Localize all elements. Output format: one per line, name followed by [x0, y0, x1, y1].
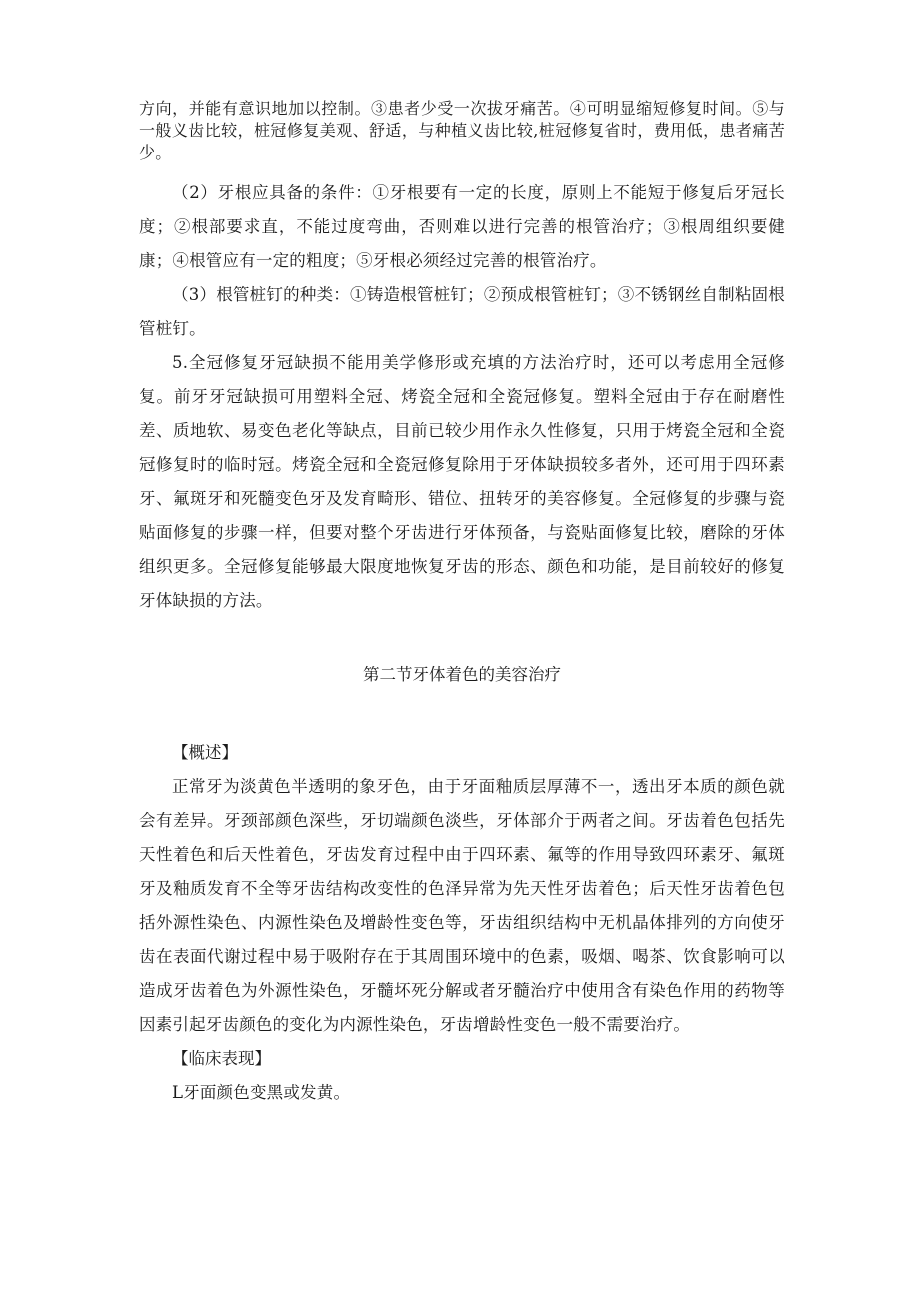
clinical-label: 【临床表现】 [172, 1049, 271, 1068]
paragraph-overview: 正常牙为淡黄色半透明的象牙色，由于牙面釉质层厚薄不一，透出牙本质的颜色就会有差异。牙颈部颜色深些，牙切端颜色淡些，牙体部介于两者之间。牙齿着色包括先天性着色和后天性着色，牙齿发育过程中由于四环素、氟等的作用导致四环素牙、氟斑牙及釉质发育不全等牙齿结构改变性的色泽异常为先天性牙齿着色；后天性牙齿着色包括外源性染色、内源性染色及增龄性变色等，牙齿组织结构中无机晶体排列的方向使牙齿在表面代谢过程中易于吸附存在于其周围环境中的色素，吸烟、喝茶、饮食影响可以造成牙齿着色为外源性染色，牙髓坏死分解或者牙髓治疗中使用含有染色作用的药物等因素引起牙齿颜色的变化为内源性染色，牙齿增龄性变色一般不需要治疗。 [139, 777, 785, 1034]
paragraph-root-conditions: （2）牙根应具备的条件：①牙根要有一定的长度，原则上不能短于修复后牙冠长度；②根部要求直，不能过度弯曲，否则难以进行完善的根管治疗；③根周组织要健康；④根管应有一定的粗度；⑤牙根必须经过完善的根管治疗。 [139, 183, 785, 270]
paragraph-intro-continuation: 方向，并能有意识地加以控制。③患者少受一次拔牙痛苦。④可明显缩短修复时间。⑤与一般义齿比较，桩冠修复美观、舒适，与种植义齿比较,桩冠修复省时，费用低，患者痛苦少。 [139, 99, 785, 162]
paragraph-post-types: （3）根管桩钉的种类：①铸造根管桩钉；②预成根管桩钉；③不锈钢丝自制粘固根管桩钉。 [139, 285, 785, 338]
section-title: 第二节牙体着色的美容治疗 [363, 665, 561, 684]
document-page [139, 98, 785, 1110]
clinical-item-1: L牙面颜色变黑或发黄。 [172, 1083, 351, 1102]
overview-label: 【概述】 [172, 743, 238, 762]
paragraph-full-crown: 5.全冠修复牙冠缺损不能用美学修形或充填的方法治疗时，还可以考虑用全冠修复。前牙牙冠缺损可用塑料全冠、烤瓷全冠和全瓷冠修复。塑料全冠由于存在耐磨性差、质地软、易变色老化等缺点，目前已较少用作永久性修复，只用于烤瓷全冠和全瓷冠修复时的临时冠。烤瓷全冠和全瓷冠修复除用于牙体缺损较多者外，还可用于四环素牙、氟斑牙和死髓变色牙及发育畸形、错位、扭转牙的美容修复。全冠修复的步骤与瓷贴面修复的步骤一样，但要对整个牙齿进行牙体预备，与瓷贴面修复比较，磨除的牙体组织更多。全冠修复能够最大限度地恢复牙齿的形态、颜色和功能，是目前较好的修复牙体缺损的方法。 [139, 353, 785, 610]
